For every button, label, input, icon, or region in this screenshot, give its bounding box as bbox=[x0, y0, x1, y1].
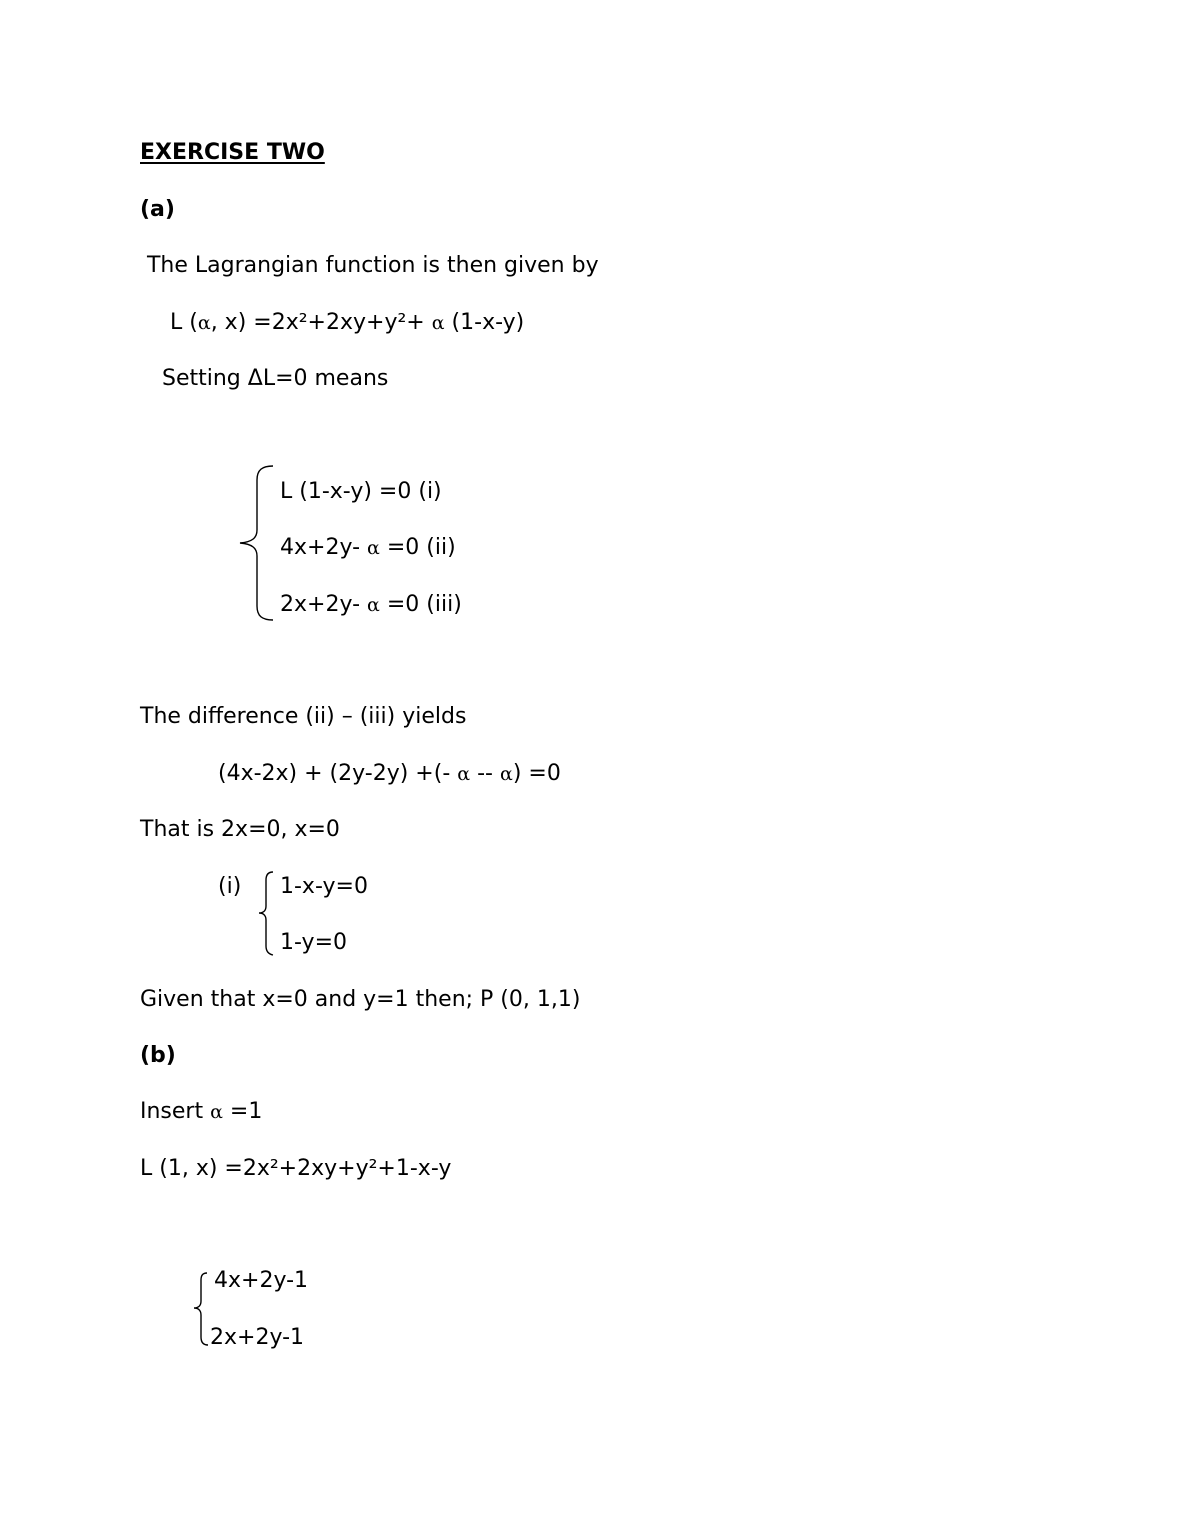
setting-gradient-text: Setting ΔL=0 means bbox=[162, 366, 389, 391]
sub-system-equation-2: 1-y=0 bbox=[280, 930, 347, 955]
system-b-equation-1: 4x+2y-1 bbox=[214, 1268, 309, 1293]
left-brace-large bbox=[236, 464, 278, 624]
sub-system-equation-1: 1-x-y=0 bbox=[280, 874, 368, 899]
insert-alpha-text: Insert α =1 bbox=[140, 1099, 263, 1124]
system-equation-ii: 4x+2y- α =0 (ii) bbox=[280, 535, 456, 560]
alpha-symbol: α bbox=[457, 763, 471, 785]
part-b-label: (b) bbox=[140, 1043, 176, 1068]
difference-equation: (4x-2x) + (2y-2y) +(- α -- α) =0 bbox=[218, 761, 561, 786]
left-brace-b bbox=[191, 1271, 211, 1349]
document-title: EXERCISE TWO bbox=[140, 140, 325, 165]
alpha-symbol: α bbox=[210, 1101, 223, 1123]
system-b-equation-2: 2x+2y-1 bbox=[210, 1325, 305, 1350]
difference-text: The difference (ii) – (iii) yields bbox=[140, 704, 467, 729]
system-equation-i: L (1-x-y) =0 (i) bbox=[280, 479, 442, 504]
that-is-text: That is 2x=0, x=0 bbox=[140, 817, 340, 842]
system-equation-iii: 2x+2y- α =0 (iii) bbox=[280, 592, 462, 617]
left-brace-small bbox=[257, 870, 277, 960]
alpha-symbol: α bbox=[367, 537, 380, 559]
part-a-label: (a) bbox=[140, 197, 175, 222]
lagrangian-intro: The Lagrangian function is then given by bbox=[140, 253, 599, 278]
alpha-symbol: α bbox=[367, 594, 380, 616]
sub-system-label: (i) bbox=[218, 874, 242, 899]
lagrangian-b-equation: L (1, x) =2x²+2xy+y²+1-x-y bbox=[140, 1156, 452, 1181]
alpha-symbol: α bbox=[431, 312, 445, 334]
alpha-symbol: α bbox=[499, 763, 513, 785]
lagrangian-equation: L (α, x) =2x²+2xy+y²+ α (1-x-y) bbox=[170, 310, 525, 335]
alpha-symbol: α bbox=[197, 312, 211, 334]
given-point-text: Given that x=0 and y=1 then; P (0, 1,1) bbox=[140, 987, 581, 1012]
